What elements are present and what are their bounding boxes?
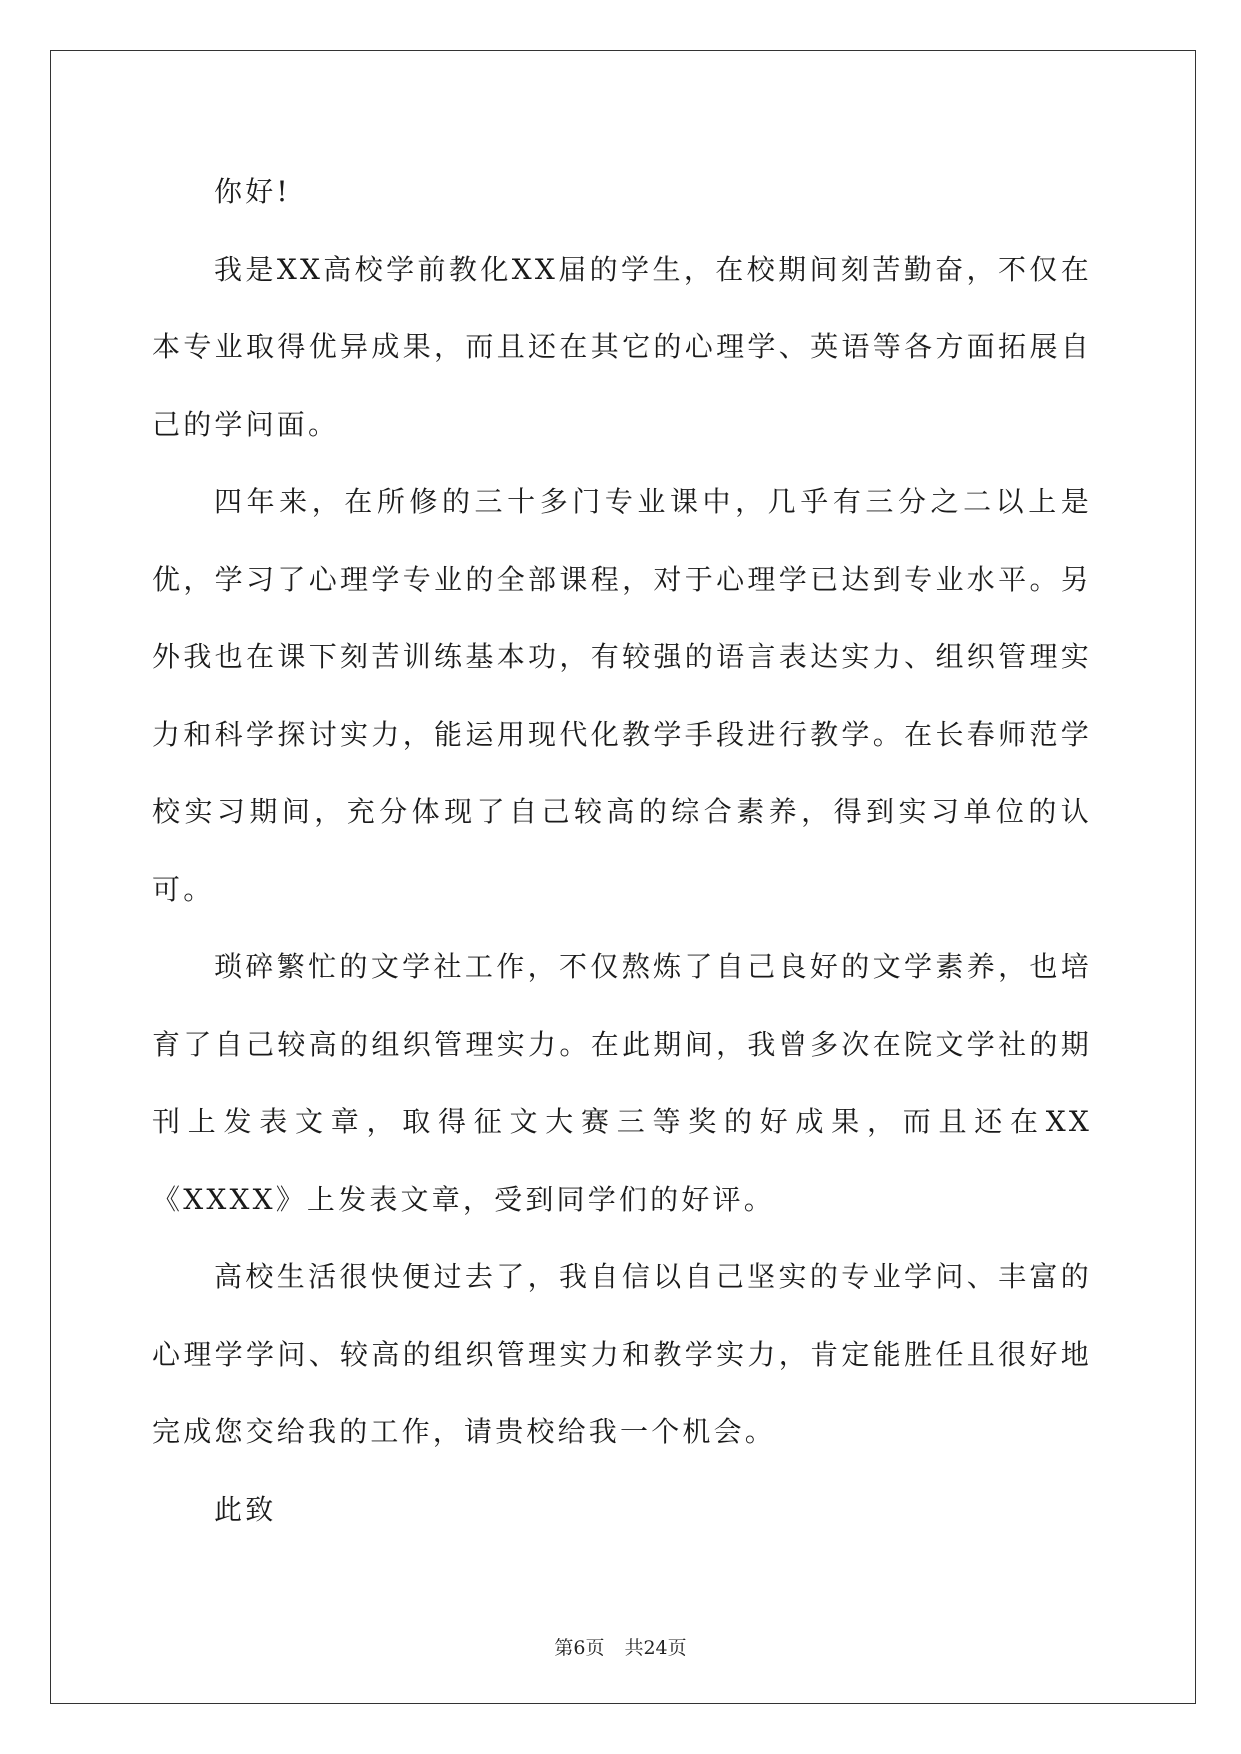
page-footer [0,1633,1241,1660]
greeting: 你好! [214,175,291,208]
paragraph-studies: 四年来，在所修的三十多门专业课中，几乎有三分之二以上是优，学习了心理学专业的全部课程，对于心理学已达到专业水平。另外我也在课下刻苦训练基本功，有较强的语言表达实力、组织管理实力和科学探讨实力，能运用现代化教学手段进行教学。在长春师范学校实习期间，充分体现了自己较高的综合素养，得到实习单位的认可。 [152,485,1092,906]
document-body [152,153,1092,1548]
page-number: 第6页 [554,1637,605,1659]
paragraph-intro: 我是XX高校学前教化XX届的学生，在校期间刻苦勤奋，不仅在本专业取得优异成果，而且还在其它的心理学、英语等各方面拓展自己的学问面。 [152,252,1092,441]
salutation: 此致 [214,1492,277,1526]
paragraph-literary-club: 琐碎繁忙的文学社工作，不仅熬炼了自己良好的文学素养，也培育了自己较高的组织管理实力。在此期间，我曾多次在院文学社的期刊上发表文章，取得征文大赛三等奖的好成果，而且还在XX《XXXX》上发表文章，受到同学们的好评。 [152,950,1092,1216]
paragraph-closing: 高校生活很快便过去了，我自信以自己坚实的专业学问、丰富的心理学学问、较高的组织管理实力和教学实力，肯定能胜任且很好地完成您交给我的工作，请贵校给我一个机会。 [152,1260,1092,1448]
page-total: 共24页 [624,1637,687,1659]
